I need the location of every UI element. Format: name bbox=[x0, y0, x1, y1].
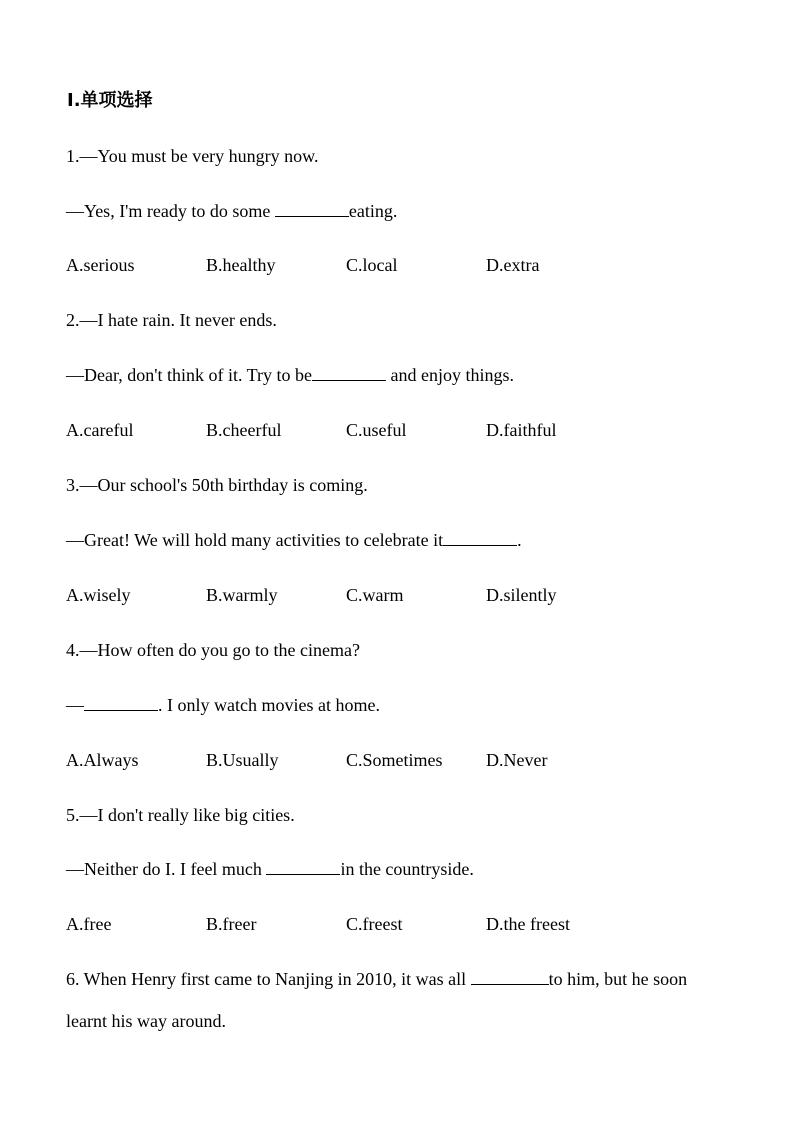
question-4-reply-after: . I only watch movies at home. bbox=[158, 695, 380, 715]
question-6-line-1 bbox=[66, 967, 687, 991]
question-4-prompt: 4.—How often do you go to the cinema? bbox=[66, 640, 360, 660]
question-1-reply-after: eating. bbox=[348, 201, 398, 221]
question-2-option-a[interactable]: A.careful bbox=[66, 420, 134, 440]
question-3-option-a[interactable]: A.wisely bbox=[66, 585, 131, 605]
question-1-reply bbox=[66, 199, 397, 223]
question-4-option-d[interactable]: D.Never bbox=[486, 750, 548, 770]
question-2-reply bbox=[66, 363, 514, 387]
question-5-blank[interactable] bbox=[266, 858, 340, 875]
question-5-prompt: 5.—I don't really like big cities. bbox=[66, 805, 295, 825]
question-2-reply-before: —Dear, don't think of it. Try to be bbox=[66, 365, 313, 385]
question-6-line-2: learnt his way around. bbox=[66, 1011, 226, 1031]
question-4-option-b[interactable]: B.Usually bbox=[206, 750, 279, 770]
question-4-option-a[interactable]: A.Always bbox=[66, 750, 139, 770]
question-3-reply bbox=[66, 528, 522, 552]
question-1-reply-before: —Yes, I'm ready to do some bbox=[66, 201, 275, 221]
question-2-prompt: 2.—I hate rain. It never ends. bbox=[66, 310, 277, 330]
question-3-blank[interactable] bbox=[443, 529, 517, 546]
question-4-reply bbox=[66, 693, 380, 717]
question-1-option-d[interactable]: D.extra bbox=[486, 255, 540, 275]
question-1-blank[interactable] bbox=[275, 200, 349, 217]
question-3-reply-before: —Great! We will hold many activities to celebrate it bbox=[66, 530, 444, 550]
question-1-option-a[interactable]: A.serious bbox=[66, 255, 135, 275]
question-1-option-c[interactable]: C.local bbox=[346, 255, 398, 275]
section-title: Ⅰ.单项选择 bbox=[67, 90, 153, 111]
question-3-reply-after: . bbox=[517, 530, 522, 550]
question-6-before: 6. When Henry first came to Nanjing in 2010, it was all bbox=[66, 969, 471, 989]
question-5-reply-after: in the countryside. bbox=[340, 859, 474, 879]
question-4-reply-before: — bbox=[66, 695, 84, 715]
question-3-option-c[interactable]: C.warm bbox=[346, 585, 404, 605]
question-2-option-c[interactable]: C.useful bbox=[346, 420, 407, 440]
question-5-option-c[interactable]: C.freest bbox=[346, 914, 403, 934]
question-2-reply-after: and enjoy things. bbox=[386, 365, 515, 385]
question-3-option-d[interactable]: D.silently bbox=[486, 585, 557, 605]
question-5-option-a[interactable]: A.free bbox=[66, 914, 112, 934]
question-1-prompt: 1.—You must be very hungry now. bbox=[66, 146, 319, 166]
question-5-reply bbox=[66, 857, 474, 881]
question-2-option-b[interactable]: B.cheerful bbox=[206, 420, 282, 440]
question-2-blank[interactable] bbox=[312, 364, 386, 381]
question-3-prompt: 3.—Our school's 50th birthday is coming. bbox=[66, 475, 368, 495]
question-2-option-d[interactable]: D.faithful bbox=[486, 420, 557, 440]
question-6-after: to him, but he soon bbox=[548, 969, 688, 989]
question-5-option-b[interactable]: B.freer bbox=[206, 914, 257, 934]
question-4-option-c[interactable]: C.Sometimes bbox=[346, 750, 443, 770]
question-3-option-b[interactable]: B.warmly bbox=[206, 585, 278, 605]
question-4-blank[interactable] bbox=[84, 694, 158, 711]
question-5-option-d[interactable]: D.the freest bbox=[486, 914, 570, 934]
question-1-option-b[interactable]: B.healthy bbox=[206, 255, 276, 275]
question-5-reply-before: —Neither do I. I feel much bbox=[66, 859, 267, 879]
question-6-blank[interactable] bbox=[471, 968, 549, 985]
